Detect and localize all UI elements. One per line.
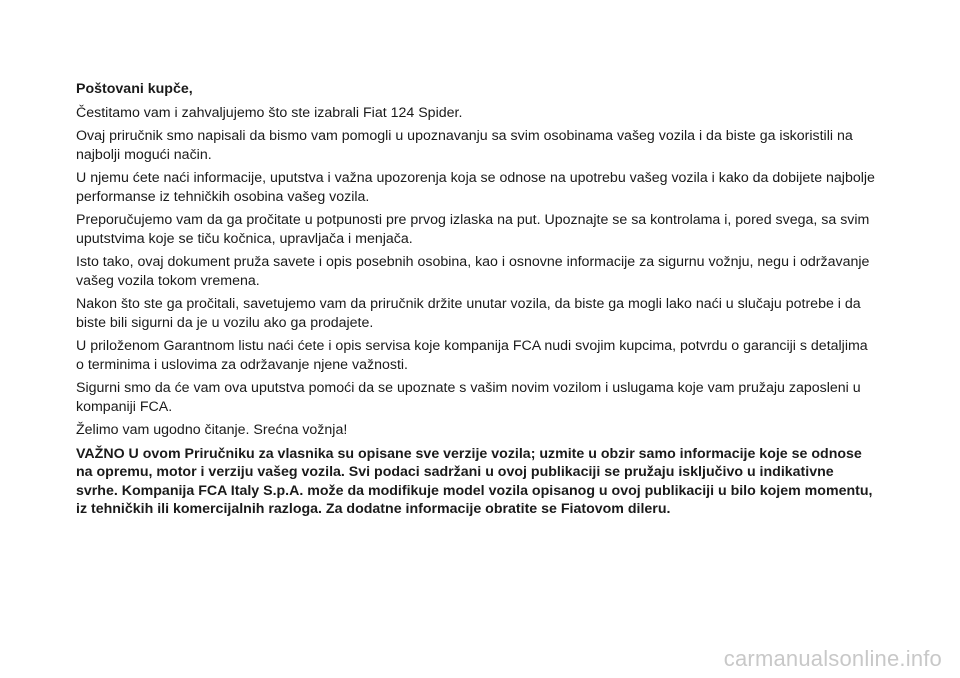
paragraph-confidence: Sigurni smo da će vam ova uputstva pomoći da se upoznate s vašim novim vozilom i uslugama koje vam pružaju zaposleni u kompaniji FCA.	[76, 380, 861, 415]
paragraph-keep-in-vehicle: Nakon što ste ga pročitali, savetujemo vam da priručnik držite unutar vozila, da biste ga mogli lako naći u slučaju potrebe i da biste bili sigurni da je u vozilu ako ga prodajete.	[76, 296, 861, 331]
greeting-heading: Poštovani kupče,	[76, 81, 193, 97]
watermark-text: carmanualsonline.info	[723, 646, 942, 671]
manual-page	[76, 80, 876, 524]
paragraph-purpose: Ovaj priručnik smo napisali da bismo vam pomogli u upoznavanju sa svim osobinama vašeg vozila i da biste ga iskoristili na najbolji mogući način.	[76, 128, 853, 163]
paragraph-advice: Isto tako, ovaj dokument pruža savete i opis posebnih osobina, kao i osnovne informacije za sigurnu vožnju, negu i održavanje vašeg vozila tokom vremena.	[76, 254, 870, 289]
paragraph-closing: Želimo vam ugodno čitanje. Srećna vožnja!	[76, 422, 348, 438]
paragraph-contents: U njemu ćete naći informacije, uputstva i važna upozorenja koja se odnose na upotrebu vašeg vozila i kako da dobijete najbolje performanse iz tehničkih osobina vašeg vozila.	[76, 170, 875, 205]
paragraph-recommendation: Preporučujemo vam da ga pročitate u potpunosti pre prvog izlaska na put. Upoznajte se sa kontrolama i, pored svega, sa svim uputstvima koje se tiču kočnica, upravljača i menjača.	[76, 212, 870, 247]
paragraph-warranty: U priloženom Garantnom listu naći ćete i opis servisa koje kompanija FCA nudi svojim kupcima, potvrdu o garanciji s detaljima o terminima i uslovima za održavanje njene važnosti.	[76, 338, 868, 373]
important-notice: VAŽNO U ovom Priručniku za vlasnika su opisane sve verzije vozila; uzmite u obzir samo informacije koje se odnose na opremu, motor i verziju vašeg vozila. Svi podaci sadržani u ovoj publikaciji se pružaju isključivo u indikativne svrhe. Kompanija FCA Italy S.p.A. može da modifikuje model vozila opisanog u ovoj publikaciji u bilo kojem momentu, iz tehničkih ili komercijalnih razloga. Za dodatne informacije obratite se Fiatovom dileru.	[76, 445, 873, 517]
paragraph-congratulations: Čestitamo vam i zahvaljujemo što ste izabrali Fiat 124 Spider.	[76, 104, 463, 121]
